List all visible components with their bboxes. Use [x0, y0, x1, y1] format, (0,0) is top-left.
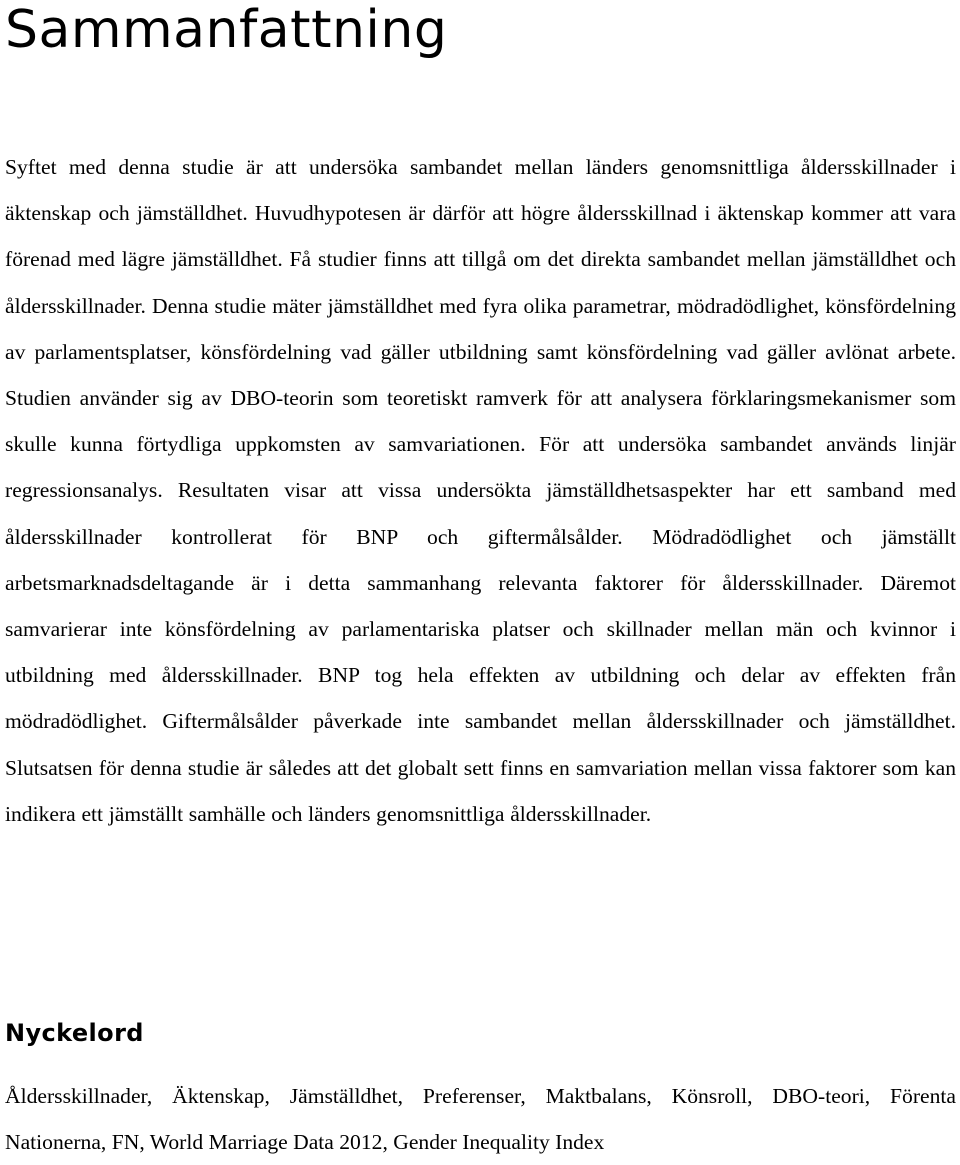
keywords-heading: Nyckelord	[5, 1019, 144, 1047]
abstract-paragraph: Syftet med denna studie är att undersöka sambandet mellan länders genomsnittliga åldersskillnader i äktenskap och jämställdhet. Huvudhypotesen är därför att högre åldersskillnad i äktenskap kommer att vara förenad med lägre jämställdhet. Få studier finns att tillgå om det direkta sambandet mellan jämställdhet och åldersskillnader. Denna studie mäter jämställdhet med fyra olika parametrar, mödradödlighet, könsfördelning av parlamentsplatser, könsfördelning vad gäller utbildning samt könsfördelning vad gäller avlönat arbete. Studien använder sig av DBO-teorin som teoretiskt ramverk för att analysera förklaringsmekanismer som skulle kunna förtydliga uppkomsten av samvariationen. För att undersöka sambandet används linjär regressionsanalys. Resultaten visar att vissa undersökta jämställdhetsaspekter har ett samband med åldersskillnader kontrollerat för BNP och giftermålsålder. Mödradödlighet och jämställt arbetsmarknadsdeltagande är i detta sammanhang relevanta faktorer för åldersskillnader. Däremot samvarierar inte könsfördelning av parlamentariska platser och skillnader mellan män och kvinnor i utbildning med åldersskillnader. BNP tog hela effekten av utbildning och delar av effekten från mödradödlighet. Giftermålsålder påverkade inte sambandet mellan åldersskillnader och jämställdhet. Slutsatsen för denna studie är således att det globalt sett finns en samvariation mellan vissa faktorer som kan indikera ett jämställt samhälle och länders genomsnittliga åldersskillnader.	[5, 155, 956, 826]
page-title: Sammanfattning	[5, 0, 448, 60]
keywords-list: Åldersskillnader, Äktenskap, Jämställdhet, Preferenser, Maktbalans, Könsroll, DBO-teori, Förenta Nationerna, FN, World Marriage Data 2012, Gender Inequality Index	[5, 1084, 956, 1154]
